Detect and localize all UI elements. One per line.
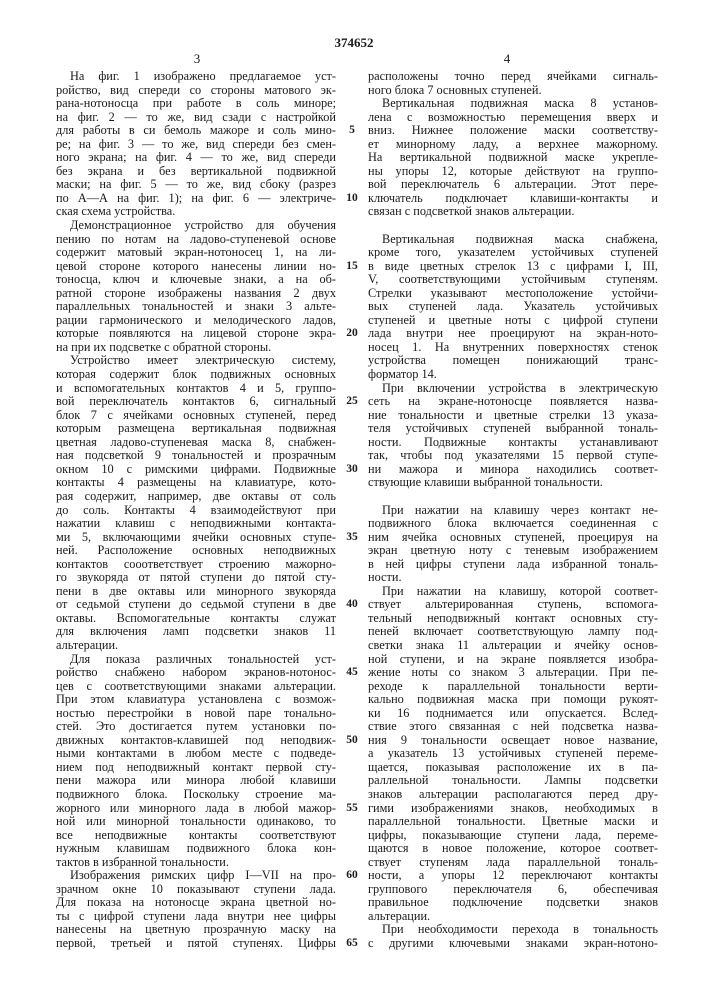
- line-number: 50: [339, 734, 365, 748]
- text-line: лена с возможностью перемещения вверх и: [368, 111, 658, 125]
- text-line: ствующие клавиши выбранной тональности.: [368, 476, 658, 490]
- page-number-left: 3: [190, 52, 204, 66]
- text-line: форматор 14.: [368, 368, 658, 382]
- text-line: движных контактов-клавишей под неподвиж-: [56, 734, 336, 748]
- text-line: Устройство имеет электрическую систему,: [56, 354, 336, 368]
- text-line: альтерации.: [56, 639, 336, 653]
- text-line: первой, третьей и пятой ступенях. Цифры: [56, 937, 336, 951]
- text-line: ская схема устройства.: [56, 205, 336, 219]
- line-number: 5: [339, 124, 365, 138]
- text-line: тоносца, ключ и ключевые знаки, а на об-: [56, 273, 336, 287]
- line-number: 25: [339, 395, 365, 409]
- left-text-column: [56, 70, 336, 951]
- text-line: нием под неподвижный контакт первой сту-: [56, 761, 336, 775]
- text-line: цифры, показывающие ступени лада, переме-: [368, 829, 658, 843]
- text-line: жорного или минорного лада в любой мажор-: [56, 802, 336, 816]
- text-line: вой переключатель 6 альтерации. Этот пере-: [368, 178, 658, 192]
- text-line: по А—А на фиг. 1); на фиг. 6 — электриче-: [56, 192, 336, 206]
- text-line: ним ячейка основных ступеней, проецируя на: [368, 531, 658, 545]
- page-number-right: 4: [500, 52, 514, 66]
- text-line: ния 9 тональности освещает новое название,: [368, 734, 658, 748]
- text-line: подвижного блока. Поскольку строение ма-: [56, 788, 336, 802]
- text-line: правильное подключение подсветки знаков: [368, 896, 658, 910]
- text-line: рая содержит, например, две октавы от соль: [56, 490, 336, 504]
- line-number: 55: [339, 802, 365, 816]
- text-line: Вертикальная подвижная маска снабжена,: [368, 233, 658, 247]
- text-line: Изображения римских цифр I—VII на про-: [56, 869, 336, 883]
- line-number: 20: [339, 327, 365, 341]
- text-line: пению по нотам на ладово-ступеневой основе: [56, 233, 336, 247]
- text-line: для включения ламп подсветки знаков 11: [56, 625, 336, 639]
- line-number: 60: [339, 869, 365, 883]
- line-number: 35: [339, 531, 365, 545]
- text-line: на фиг. 2 — то же, вид сзади с настройкой: [56, 111, 336, 125]
- text-line: При необходимости перехода в тональность: [368, 923, 658, 937]
- text-line: V, соответствующими устойчивым ступеням.: [368, 273, 658, 287]
- text-line: вых ступеней лада. Указатель устойчивых: [368, 300, 658, 314]
- text-line: ре; на фиг. 3 — то же, вид спереди без смен-: [56, 138, 336, 152]
- text-line: которым размещена вертикальная подвижная: [56, 422, 336, 436]
- text-line: ройство снабжено набором экранов-нотонос-: [56, 666, 336, 680]
- text-line: ная подсветкой 9 тональностей и прозрачным: [56, 449, 336, 463]
- text-line: на при их подсветке с обратной стороны.: [56, 341, 336, 355]
- text-line: ствие этого связанная с ней подсветка назва-: [368, 720, 658, 734]
- text-line: ки 16 поднимается или опускается. Вслед-: [368, 707, 658, 721]
- text-line: ступеней и цветные ноты с цифрой ступени: [368, 314, 658, 328]
- text-line: ного экрана; на фиг. 4 — то же, вид спереди: [56, 151, 336, 165]
- text-line: а указатель 13 устойчивых ступеней переме-: [368, 747, 658, 761]
- text-line: без экрана и без вертикальной подвижной: [56, 165, 336, 179]
- text-line: ной ступени, и на экране появляется изобра-: [368, 653, 658, 667]
- text-line: связан с подсветкой знаков альтерации.: [368, 205, 658, 219]
- line-number: 15: [339, 260, 365, 274]
- text-line: рана-нотоносца при работе в соль миноре;: [56, 97, 336, 111]
- text-line: ствует альтерированная ступень, вспомога-: [368, 598, 658, 612]
- text-line: ет минорному ладу, а верхнее мажорному.: [368, 138, 658, 152]
- line-number: 45: [339, 666, 365, 680]
- text-line: параллельных тональностей и знаки 3 альте-: [56, 300, 336, 314]
- text-line: Стрелки указывают местоположение устойчи-: [368, 287, 658, 301]
- text-line: зрачном окне 10 показывают ступени лада.: [56, 883, 336, 897]
- text-line: раллельной тональности. Лампы подсветки: [368, 774, 658, 788]
- text-line: цветная ладово-ступеневая маска 8, снабжен-: [56, 436, 336, 450]
- text-line: тельный неподвижный контакт основных сту-: [368, 612, 658, 626]
- text-line: жение ноты со знаком 3 альтерации. При пе-: [368, 666, 658, 680]
- text-line: пени мажора или минора любой клавиши: [56, 774, 336, 788]
- text-line: При нажатии на клавишу, которой соответ-: [368, 585, 658, 599]
- text-line: гими изображениями знаков, необходимых в: [368, 802, 658, 816]
- text-line: цев с соответствующими знаками альтерации.: [56, 680, 336, 694]
- text-line: ние тональности и цветные стрелки 13 указа-: [368, 409, 658, 423]
- text-line: группового переключателя 6, обеспечивая: [368, 883, 658, 897]
- text-line: контакты 4 размещены на клавиатуре, кото-: [56, 476, 336, 490]
- text-line: щаются в новое положение, которое соответ-: [368, 842, 658, 856]
- text-line: Для показа различных тональностей уст-: [56, 653, 336, 667]
- text-line: все неподвижные контакты соответствуют: [56, 829, 336, 843]
- text-line: щается, показывая расположение их в па-: [368, 761, 658, 775]
- text-line: рации гармонического и мелодического ладов,: [56, 314, 336, 328]
- text-line: носец 1. На внутренних поверхностях стенок: [368, 341, 658, 355]
- text-line: с другими ключевыми знаками экран-нотоно-: [368, 937, 658, 951]
- text-line: При включении устройства в электрическую: [368, 382, 658, 396]
- text-line: ратной стороне изображены названия 2 двух: [56, 287, 336, 301]
- text-line: в ней цифры ступени лада избранной тональ-: [368, 558, 658, 572]
- text-line: до соль. Контакты 4 взаимодействуют при: [56, 504, 336, 518]
- text-line: ной или минорной тональности одинаково, то: [56, 815, 336, 829]
- patent-number: 374652: [318, 36, 390, 50]
- text-line: ключатель подключает клавиши-контакты и: [368, 192, 658, 206]
- text-line: ности.: [368, 571, 658, 585]
- text-line: ней. Расположение основных неподвижных: [56, 544, 336, 558]
- text-line: параллельной тональности. Цветные маски и: [368, 815, 658, 829]
- text-line: октавы. Вспомогательные контакты служат: [56, 612, 336, 626]
- text-line: сеть на экране-нотоносце появляется назва-: [368, 395, 658, 409]
- text-line: ного блока 7 основных ступеней.: [368, 84, 658, 98]
- text-line: го звукоряда от пятой ступени до пятой сту-: [56, 571, 336, 585]
- text-line: устройства помещен понижающий транс-: [368, 354, 658, 368]
- line-number: 40: [339, 598, 365, 612]
- blank-line: [368, 490, 658, 504]
- text-line: экран цветную ноту с теневым изображением: [368, 544, 658, 558]
- text-line: кроме того, указателем устойчивых ступеней: [368, 246, 658, 260]
- text-line: ными контактами в любом месте с подведе-: [56, 747, 336, 761]
- text-line: знаков альтерации располагаются перед дру-: [368, 788, 658, 802]
- text-line: блок 7 с ячейками основных ступеней, перед: [56, 409, 336, 423]
- text-line: На вертикальной подвижной маске укрепле-: [368, 151, 658, 165]
- text-line: в виде цветных стрелок 13 с цифрами I, III,: [368, 260, 658, 274]
- text-line: нужным клавишам подвижного блока кон-: [56, 842, 336, 856]
- text-line: цевой стороне которого нанесены линии но-: [56, 260, 336, 274]
- text-line: которые появляются на лицевой стороне экра-: [56, 327, 336, 341]
- text-line: лада внутри нее проецируют на экран-ното-: [368, 327, 658, 341]
- text-line: Для показа на нотоносце экрана цветной но-: [56, 896, 336, 910]
- text-line: маски; на фиг. 5 — то же, вид сбоку (разрез: [56, 178, 336, 192]
- right-text-column: [368, 70, 658, 951]
- text-line: реходе к параллельной тональности верти-: [368, 680, 658, 694]
- text-line: подвижного блока включается соединенная с: [368, 517, 658, 531]
- text-line: кально подвижная маска при помощи рукоят-: [368, 693, 658, 707]
- text-line: которая содержит блок подвижных основных: [56, 368, 336, 382]
- text-line: светки знака 11 альтерации и ячейку основ-: [368, 639, 658, 653]
- blank-line: [368, 219, 658, 233]
- text-line: расположены точно перед ячейками сигналь-: [368, 70, 658, 84]
- text-line: тактов в избранной тональности.: [56, 856, 336, 870]
- text-line: пеней включает соответствующую лампу под-: [368, 625, 658, 639]
- text-line: стей. Это достигается путем установки по-: [56, 720, 336, 734]
- text-line: Вертикальная подвижная маска 8 установ-: [368, 97, 658, 111]
- text-line: нажатии клавиш с неподвижными контакта-: [56, 517, 336, 531]
- text-line: ности. Подвижные контакты устанавливают: [368, 436, 658, 450]
- text-line: так, чтобы под указателями 15 первой ступе-: [368, 449, 658, 463]
- text-line: ройство, вид спереди со стороны матового эк-: [56, 84, 336, 98]
- text-line: вой переключатель контактов 6, сигнальный: [56, 395, 336, 409]
- text-line: На фиг. 1 изображено предлагаемое уст-: [56, 70, 336, 84]
- text-line: окном 10 с римскими цифрами. Подвижные: [56, 463, 336, 477]
- text-line: и вспомогательных контактов 4 и 5, группо-: [56, 382, 336, 396]
- text-line: для работы в си бемоль мажоре и соль мино-: [56, 124, 336, 138]
- text-line: ты с цифрой ступени лада внутри нее цифры: [56, 910, 336, 924]
- text-line: ствует ступеням лада параллельной тональ-: [368, 856, 658, 870]
- line-number: 10: [339, 192, 365, 206]
- text-line: контактов сооответствует строению мажорно-: [56, 558, 336, 572]
- line-number: 30: [339, 463, 365, 477]
- text-line: При нажатии на клавишу через контакт не-: [368, 504, 658, 518]
- text-line: ни мажора и минора находились соответ-: [368, 463, 658, 477]
- text-line: теля устойчивых ступеней выбранной тональ-: [368, 422, 658, 436]
- text-line: пени в две октавы или минорного звукоряда: [56, 585, 336, 599]
- text-line: ми 5, включающими ячейки основных ступе-: [56, 531, 336, 545]
- text-line: При этом клавиатура установлена с возмож-: [56, 693, 336, 707]
- text-line: ности, а упоры 12 переключают контакты: [368, 869, 658, 883]
- text-line: ностью перестройки в новой паре тонально-: [56, 707, 336, 721]
- text-line: альтерации.: [368, 910, 658, 924]
- text-line: содержит матовый экран-нотоносец 1, на ли-: [56, 246, 336, 260]
- text-line: ны упоры 12, которые действуют на группо-: [368, 165, 658, 179]
- text-line: от седьмой ступени до седьмой ступени в две: [56, 598, 336, 612]
- text-line: вниз. Нижнее положение маски соответству-: [368, 124, 658, 138]
- text-line: Демонстрационное устройство для обучения: [56, 219, 336, 233]
- line-number: 65: [339, 937, 365, 951]
- text-line: нанесены на цветную прозрачную маску на: [56, 923, 336, 937]
